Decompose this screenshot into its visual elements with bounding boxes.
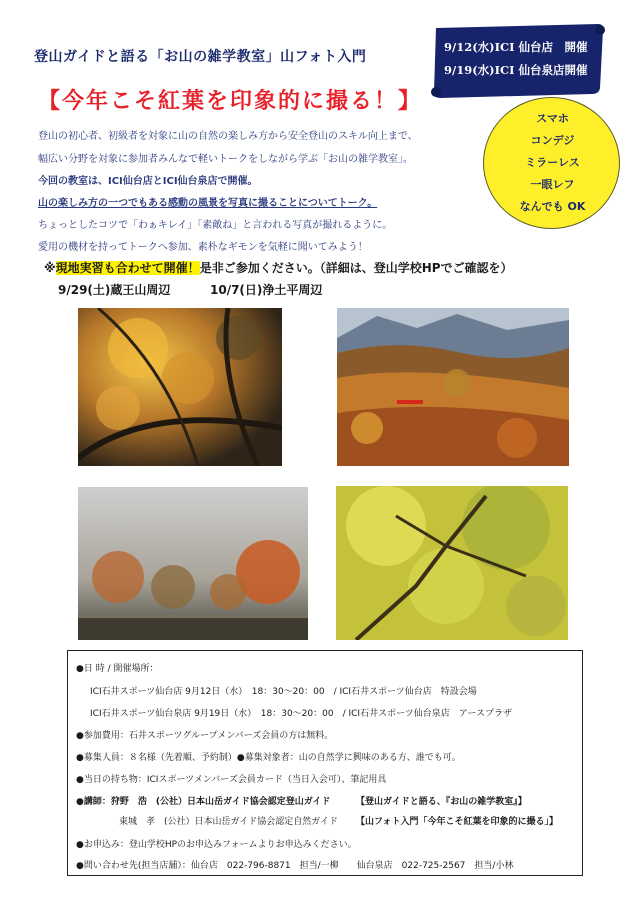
device-item: ミラーレス xyxy=(525,156,580,169)
fee-line: ●参加費用：石井スポーツグループメンバーズ会員の方は無料。 xyxy=(76,731,334,741)
apply-line: ●お申込み：登山学校HPのお申込みフォームよりお申込みください。 xyxy=(76,840,357,850)
date-banner xyxy=(426,22,606,100)
device-circle xyxy=(483,97,620,229)
intro-line: 幅広い分野を対象に参加者みんなで軽いトークをしながら学ぶ「お山の雑学教室」。 xyxy=(38,154,413,165)
event-details-box xyxy=(67,650,583,876)
photo-autumn-tree-canopy xyxy=(78,308,282,466)
device-item: 一眼レフ xyxy=(530,178,575,191)
contact-line: ●問い合わせ先(担当店舗）：仙台店 022-796-8871 担当/一柳 仙台泉店 022-725-2567 担当/小林 xyxy=(76,861,514,871)
banner-date-2: 9/19(水)ICI 仙台泉店開催 xyxy=(444,63,588,77)
venue-izumi: ICI石井スポーツ仙台泉店 9月19日（水） 18：30～20：00 / ICI石井スポーツ仙台泉店 アースプラザ xyxy=(90,709,512,719)
headline: 【今年こそ紅葉を印象的に撮る！】 xyxy=(38,88,423,114)
photo-autumn-mountains-bridge xyxy=(337,308,569,466)
device-item: なんでも OK xyxy=(519,200,586,213)
device-item: コンデジ xyxy=(530,134,575,147)
intro-line: 登山の初心者、初級者を対象に山の自然の楽しみ方から安全登山のスキル向上まで、 xyxy=(38,131,418,142)
capacity-line: ●募集人員：８名様（先着順、予約制）●募集対象者：山の自然学に興味のある方、誰でも可。 xyxy=(76,753,461,763)
photo-foggy-pond xyxy=(78,487,308,640)
event-subtitle: 登山ガイドと語る「お山の雑学教室」山フォト入門 xyxy=(34,49,367,65)
field-trip-notice: ※現地実習も合わせて開催！是非ご参加ください。（詳細は、登山学校HPでご確認を） xyxy=(44,261,513,275)
intro-line: 山の楽しみ方の一つでもある感動の風景を写真に撮ることについてトーク。 xyxy=(38,198,378,209)
intro-line: 愛用の機材を持ってトークへ参加、素朴なギモンを気軽に聞いてみよう！ xyxy=(38,242,368,253)
device-item: スマホ xyxy=(536,112,569,125)
field-trip-date-2: 10/7(日)浄土平周辺 xyxy=(210,283,323,297)
photo-yellow-canopy xyxy=(336,486,568,640)
items-line: ●当日の持ち物：ICIスポーツメンバーズ会員カード（当日入会可）、筆記用具 xyxy=(76,775,387,785)
venue-sendai: ICI石井スポーツ仙台店 9月12日（水） 18：30～20：00 / ICI石井スポーツ仙台店 特設会場 xyxy=(90,687,477,697)
intro-line: ちょっとしたコツで「わぁキレイ」「素敵ね」と言われる写真が撮れるように。 xyxy=(38,220,393,231)
venue-label: ●日 時 / 開催場所： xyxy=(76,664,159,674)
instructor-2-course: 【山フォト入門「今年こそ紅葉を印象的に撮る」】 xyxy=(356,817,559,827)
instructor-1: ●講師：狩野 浩 (公社）日本山岳ガイド協会認定登山ガイド xyxy=(76,797,331,807)
instructor-1-course: 【登山ガイドと語る、『お山の雑学教室』】 xyxy=(356,797,527,807)
field-trip-date-1: 9/29(土)蔵王山周辺 xyxy=(58,283,171,297)
banner-date-1: 9/12(水)ICI 仙台店 開催 xyxy=(444,40,588,54)
intro-line: 今回の教室は、ICI仙台店とICI仙台泉店で開催。 xyxy=(38,176,258,187)
instructor-2: 東城 孝 (公社）日本山岳ガイド協会認定自然ガイド xyxy=(119,817,338,827)
